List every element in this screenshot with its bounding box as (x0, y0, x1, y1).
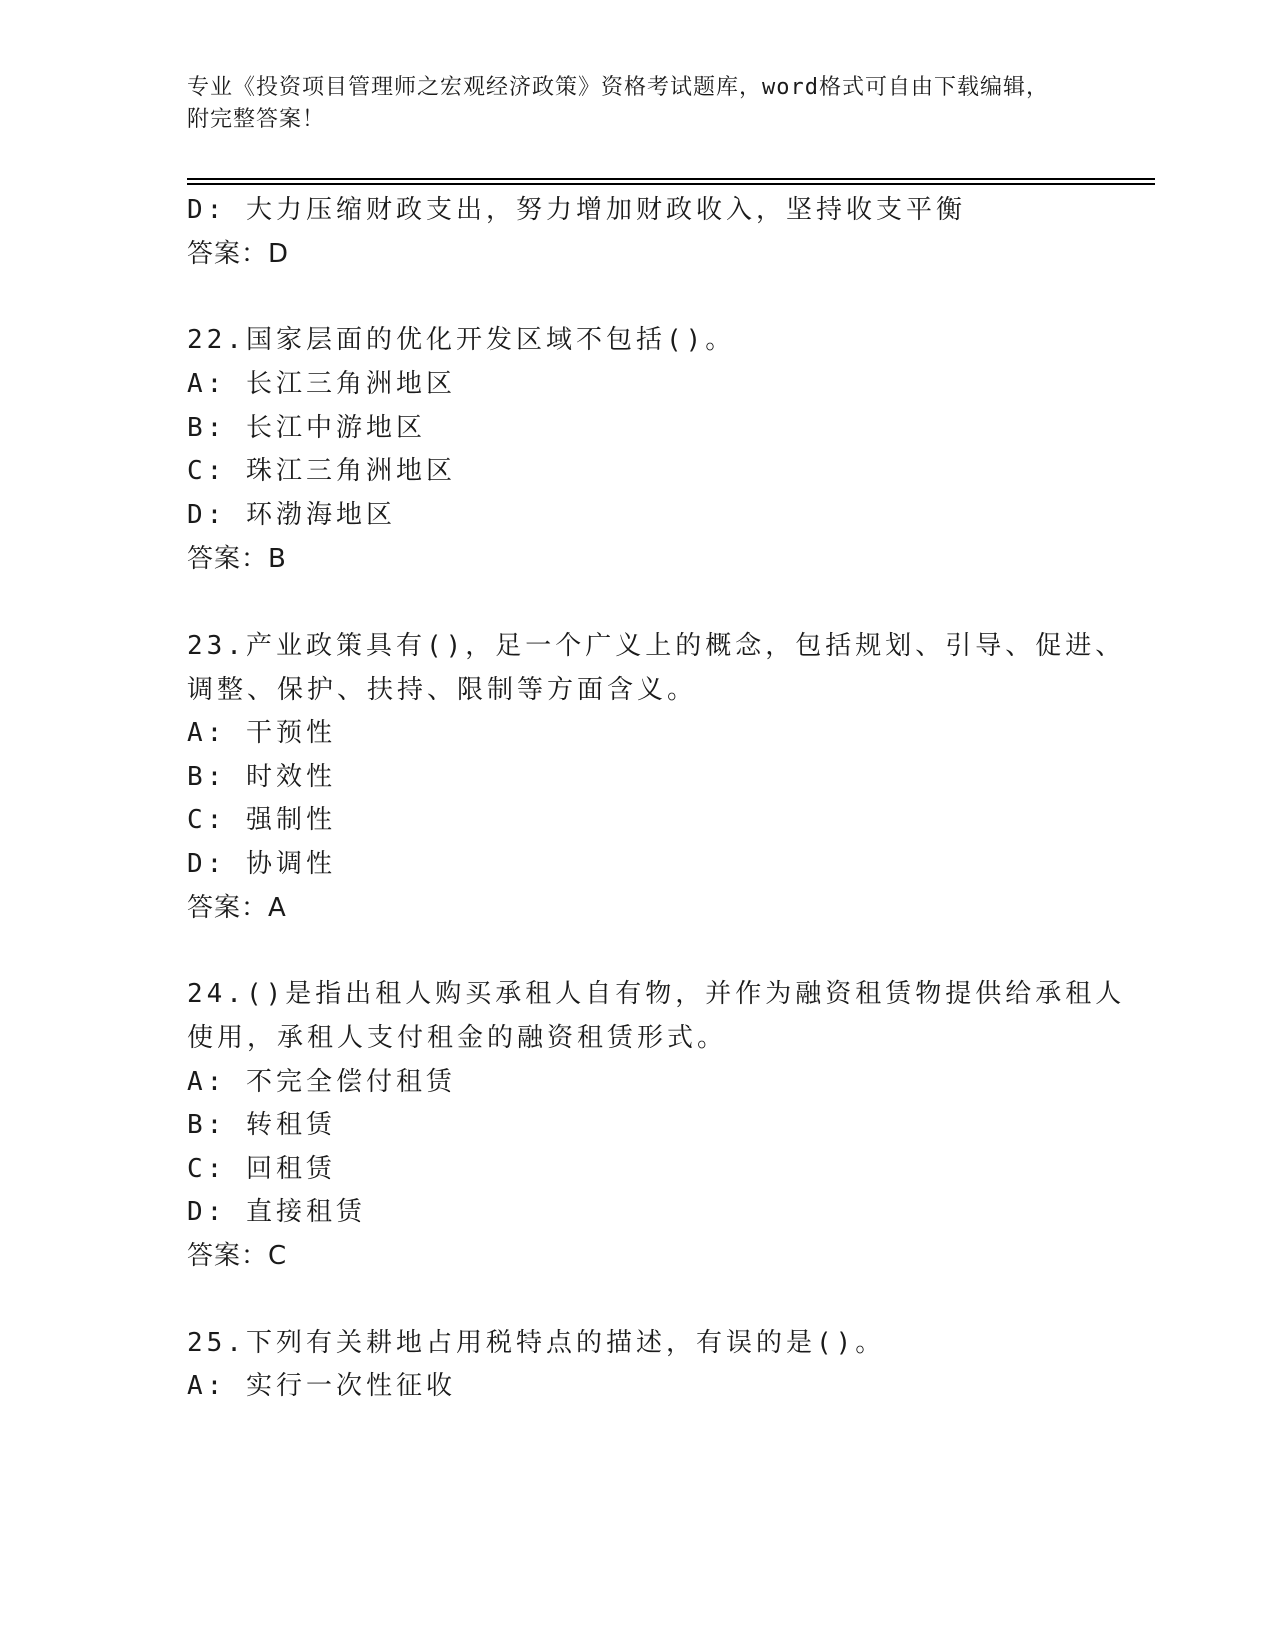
option-b-24: B: 转租赁 (187, 1110, 336, 1140)
question-24-line-2: 使用，承租人支付租金的融资租赁形式。 (187, 1023, 728, 1053)
question-23-line-1: 23.产业政策具有()，足一个广义上的概念，包括规划、引导、促进、 (187, 631, 1126, 661)
header-divider-top (187, 178, 1155, 180)
answer-24: 答案：C (187, 1241, 288, 1271)
question-22: 22.国家层面的优化开发区域不包括()。 (187, 325, 736, 355)
option-d-22: D: 环渤海地区 (187, 500, 396, 530)
question-25: 25.下列有关耕地占用税特点的描述，有误的是()。 (187, 1328, 886, 1358)
option-d-21: D: 大力压缩财政支出，努力增加财政收入，坚持收支平衡 (187, 195, 966, 225)
option-d-23: D: 协调性 (187, 849, 336, 879)
option-b-23: B: 时效性 (187, 762, 336, 792)
question-24-line-1: 24.()是指出租人购买承租人自有物，并作为融资租赁物提供给承租人 (187, 979, 1126, 1009)
answer-22: 答案：B (187, 544, 287, 574)
answer-21: 答案：D (187, 239, 290, 269)
option-a-22: A: 长江三角洲地区 (187, 369, 456, 399)
answer-23: 答案：A (187, 893, 287, 923)
option-a-24: A: 不完全偿付租赁 (187, 1067, 456, 1097)
option-a-25: A: 实行一次性征收 (187, 1371, 456, 1401)
document-header: 专业《投资项目管理师之宏观经济政策》资格考试题库，word格式可自由下载编辑，附完整答案！ (187, 75, 1049, 132)
option-c-24: C: 回租赁 (187, 1154, 336, 1184)
option-c-22: C: 珠江三角洲地区 (187, 456, 456, 486)
option-c-23: C: 强制性 (187, 805, 336, 835)
option-a-23: A: 干预性 (187, 718, 336, 748)
option-b-22: B: 长江中游地区 (187, 413, 426, 443)
option-d-24: D: 直接租赁 (187, 1197, 366, 1227)
header-divider-bottom (187, 183, 1155, 185)
question-23-line-2: 调整、保护、扶持、限制等方面含义。 (187, 675, 698, 705)
